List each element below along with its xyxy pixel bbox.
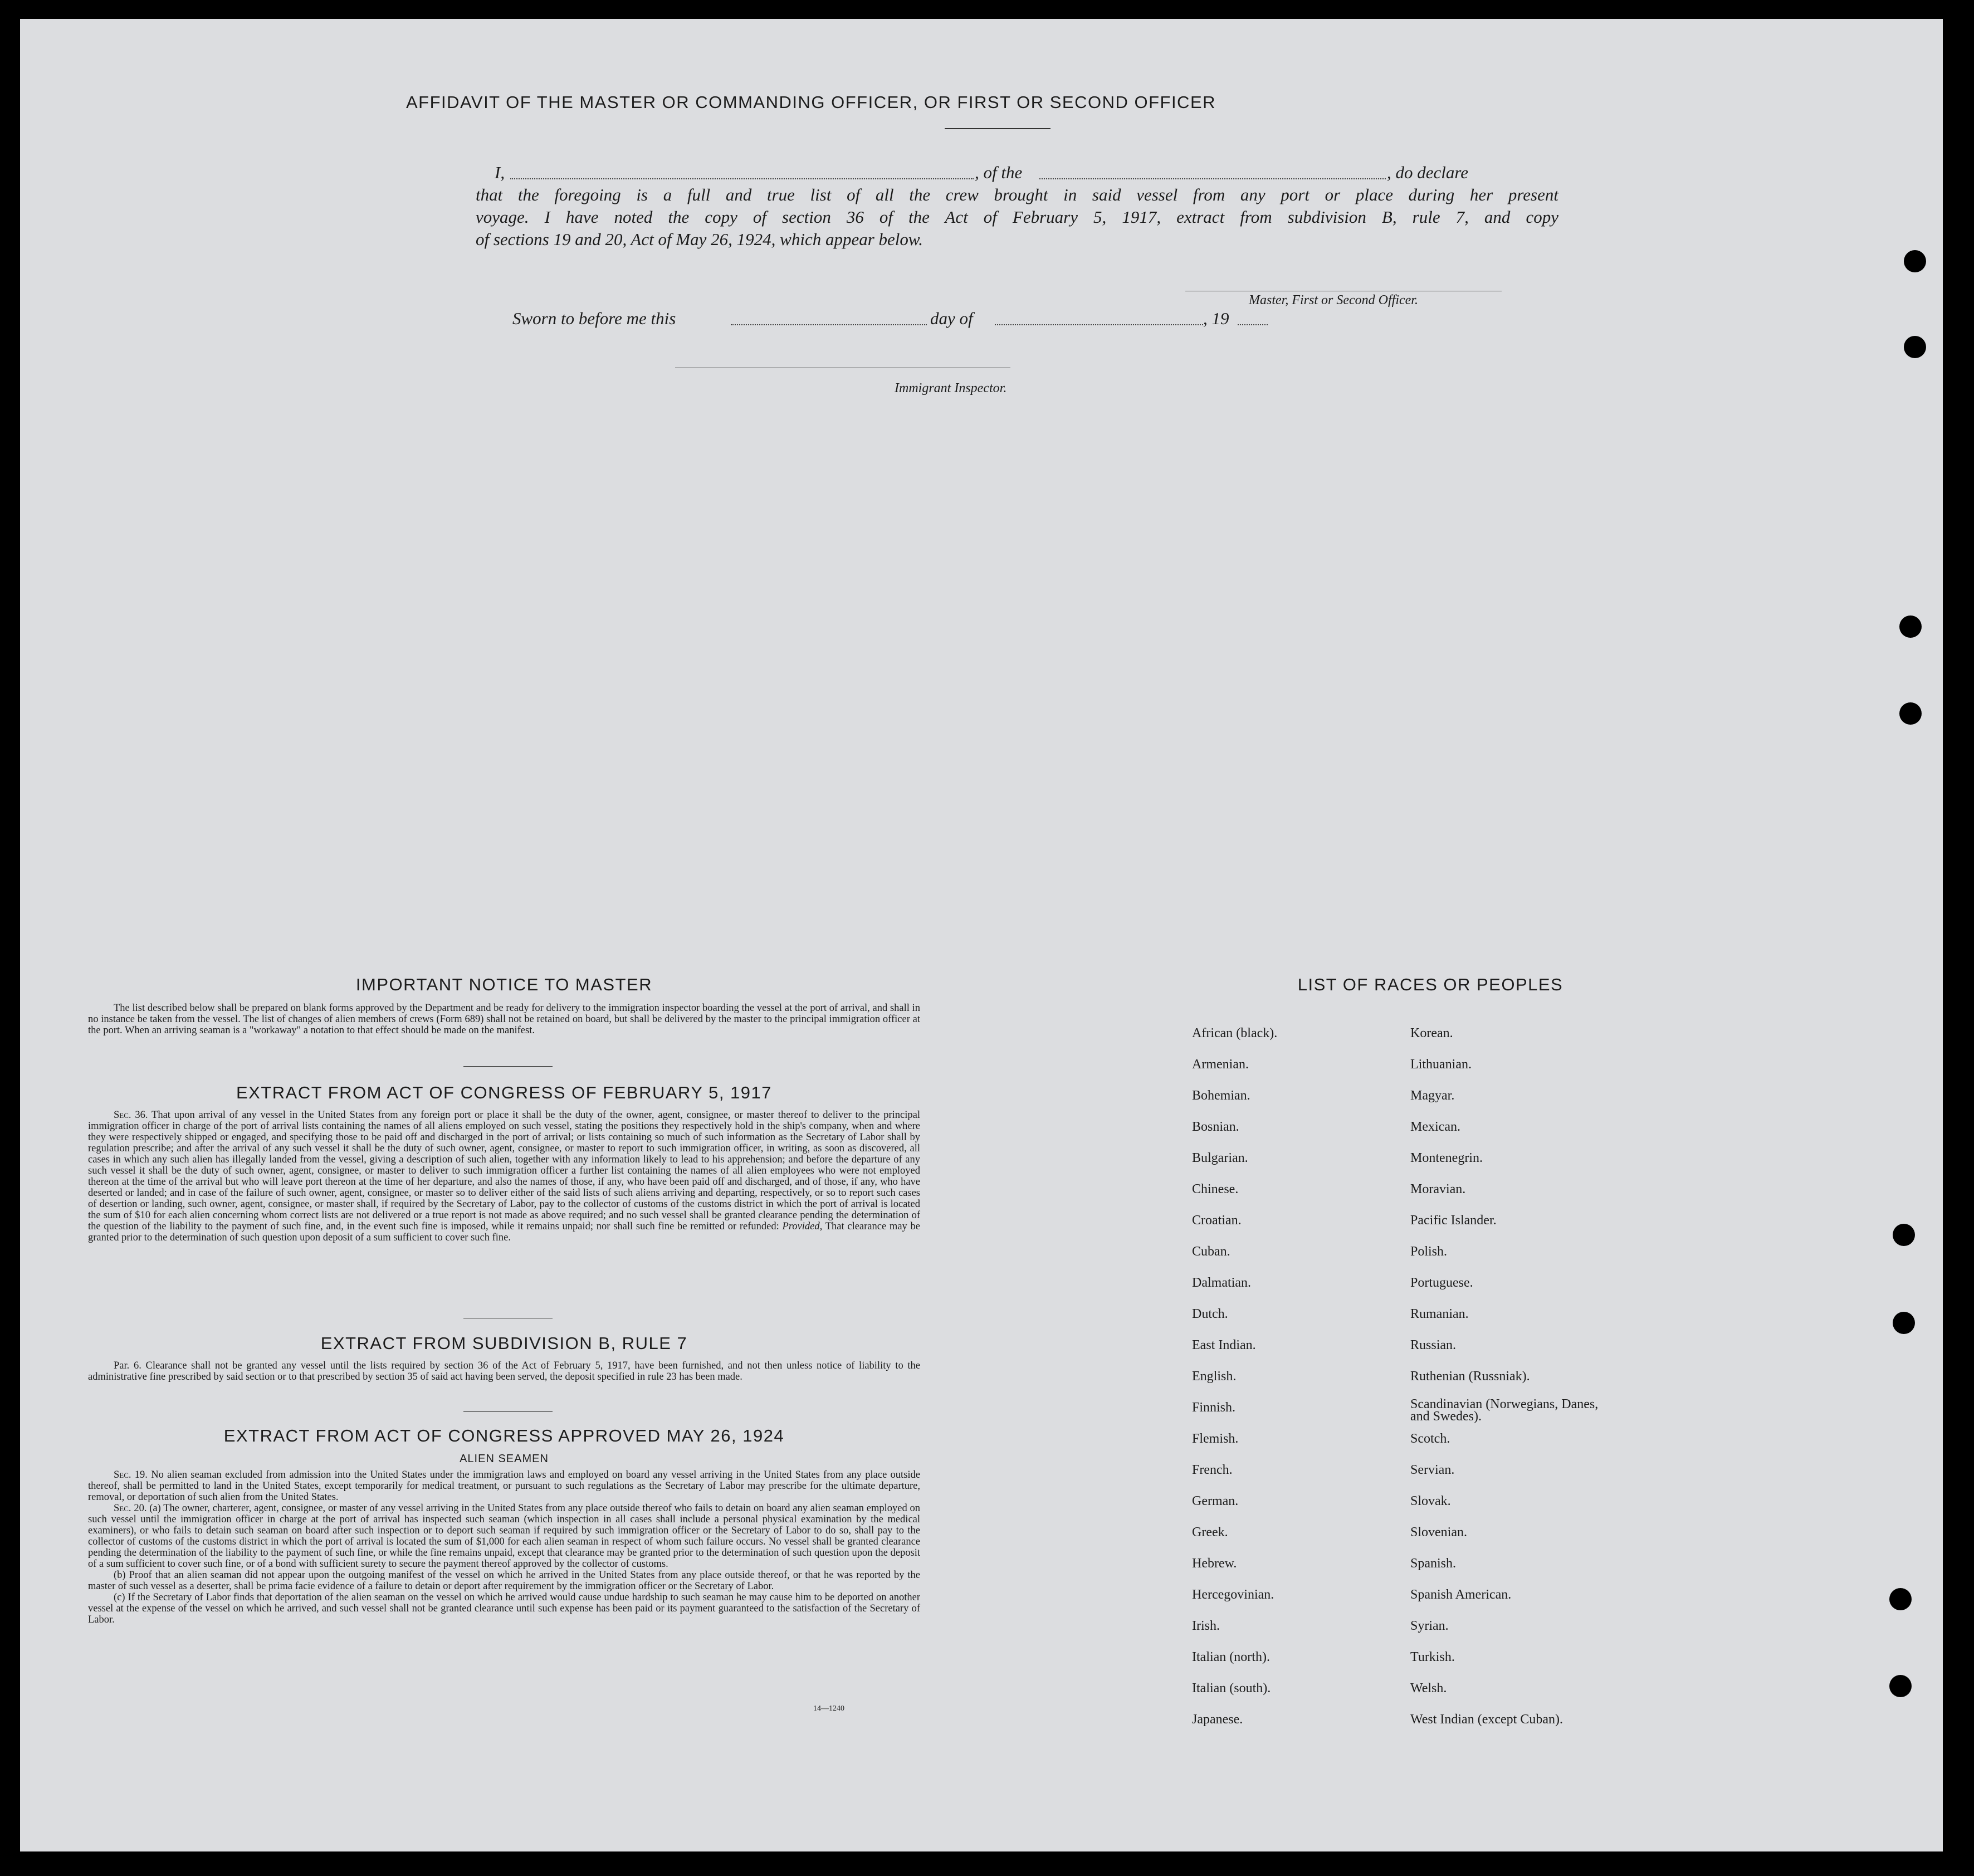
- race-item: Italian (north).: [1192, 1650, 1270, 1664]
- race-item: Italian (south).: [1192, 1681, 1271, 1696]
- act-1924-body: Sec. 19. No alien seaman excluded from admission into the United States under the immigration laws and employed on board any vessel arriving in the United States from any place outside thereof, shall be permitted to land in the United States, except temporarily for medical treatment, or pursuant to such regulations as the Secretary of Labor may prescribe for the ultimate departure, removal, or deportation of such alien from the United States. Sec. 20. (a) The owner, charterer, agent, consignee, or master of any vessel arriving in the United States from any place outside thereof who fails to detain on board any alien seaman employed on such vessel until the immigration officer in charge at the port of arrival has inspected such seaman (which inspection in all cases shall include a personal physical examination by the medical examiners), or who fails to detain such seaman on board after such inspection or to deport such seaman if required by such immigration officer or the Secretary of Labor to do so, shall pay to the collector of customs of the customs district in which the port of arrival is located the sum of $1,000 for each alien seaman in respect of whom such failure occurs. No vessel shall be granted clearance pending the determination of the liability to the payment of such fine, or while the fine remains unpaid, except that clearance may be granted prior to the determination of such question upon the deposit of a sum sufficient to cover such fine, or of a bond with sufficient surety to secure the payment thereof approved by the collector of customs. (b) Proof that an alien seaman did not appear upon the outgoing manifest of the vessel on which he arrived in the United States from any place outside thereof, or that he was reported by the master of such vessel as a deserter, shall be prima facie evidence of a failure to detain or deport after requirement by the immigration officer or the Secretary of Labor. (c) If the Secretary of Labor finds that deportation of the alien seaman on the vessel on which he arrived would cause undue hardship to such seaman he may cause him to be deported on another vessel at the expense of the vessel on which he arrived, and such vessel shall not be granted clearance until such expense has been paid or its payment guaranteed to the satisfaction of the Secretary of Labor.: [88, 1469, 920, 1625]
- race-item: Pacific Islander.: [1410, 1213, 1497, 1228]
- affidavit-line-4: of sections 19 and 20, Act of May 26, 1924, which appear below.: [476, 229, 924, 249]
- race-item: Hebrew.: [1192, 1556, 1237, 1571]
- race-item: Portuguese.: [1410, 1276, 1473, 1290]
- form-number: 14—1240: [813, 1704, 844, 1713]
- affidavit-line-2: that the foregoing is a full and true list of all the crew brought in said vessel from any port or place during her present: [476, 185, 1558, 204]
- notice-rule: [463, 1066, 553, 1067]
- race-item: Chinese.: [1192, 1182, 1239, 1196]
- race-item: Ruthenian (Russniak).: [1410, 1369, 1530, 1384]
- inspector-signature-label: Immigrant Inspector.: [895, 381, 1007, 395]
- race-item: Armenian.: [1192, 1057, 1249, 1072]
- punch-hole: [1899, 702, 1922, 725]
- notice-title: IMPORTANT NOTICE TO MASTER: [355, 975, 653, 994]
- race-item: Russian.: [1410, 1338, 1457, 1352]
- race-item: Magyar.: [1410, 1088, 1455, 1103]
- race-item: Bosnian.: [1192, 1120, 1239, 1134]
- race-item: Flemish.: [1192, 1432, 1239, 1446]
- sworn-day-field: [731, 324, 927, 325]
- master-signature-label: Master, First or Second Officer.: [1249, 293, 1418, 307]
- race-item: Cuban.: [1192, 1244, 1230, 1259]
- race-item: Bulgarian.: [1192, 1151, 1248, 1165]
- act-1917-title: EXTRACT FROM ACT OF CONGRESS OF FEBRUARY 5, 1917: [236, 1083, 773, 1102]
- alien-seamen-subtitle: ALIEN SEAMEN: [460, 1453, 549, 1465]
- punch-hole: [1889, 1675, 1912, 1697]
- rule-7-body: Par. 6. Clearance shall not be granted any vessel until the lists required by section 36 of the Act of February 5, 1917, have been furnished, and not then unless notice of liability to the administrative fine prescribed by said section or to that prescribed by section 35 of said act having been served, the deposit specified in rule 23 has been made.: [88, 1360, 920, 1382]
- race-item: Mexican.: [1410, 1120, 1460, 1134]
- race-item: Dutch.: [1192, 1307, 1228, 1321]
- race-item: Spanish American.: [1410, 1587, 1512, 1602]
- race-item: Greek.: [1192, 1525, 1228, 1540]
- punch-hole: [1904, 336, 1926, 358]
- race-item: Bohemian.: [1192, 1088, 1250, 1103]
- sworn-year-field: [1238, 324, 1268, 325]
- race-item: West Indian (except Cuban).: [1410, 1712, 1563, 1727]
- notice-body: The list described below shall be prepared on blank forms approved by the Department and be ready for delivery to the immigration inspector boarding the vessel at the port of arrival, and shall in no instance be taken from the vessel. The list of changes of alien members of crews (Form 689) shall not be retained on board, but shall be delivered by the master to the principal immigration officer at the port. When an arriving seaman is a "workaway" a notation to that effect should be made on the manifest.: [88, 1003, 920, 1036]
- punch-hole: [1904, 250, 1926, 272]
- race-item: Irish.: [1192, 1619, 1220, 1633]
- race-item: Croatian.: [1192, 1213, 1242, 1228]
- act-1924-title: EXTRACT FROM ACT OF CONGRESS APPROVED MAY 26, 1924: [223, 1426, 785, 1445]
- punch-hole: [1893, 1224, 1915, 1246]
- race-item: Slovenian.: [1410, 1525, 1467, 1540]
- race-item: Montenegrin.: [1410, 1151, 1483, 1165]
- race-item: Moravian.: [1410, 1182, 1466, 1196]
- race-item: African (black).: [1192, 1026, 1278, 1040]
- race-item: Korean.: [1410, 1026, 1453, 1040]
- vessel-field-line: [1039, 178, 1386, 179]
- race-item: French.: [1192, 1463, 1233, 1477]
- race-item: Servian.: [1410, 1463, 1455, 1477]
- race-item: Scandinavian (Norwegians, Danes, and Swedes).: [1410, 1397, 1599, 1424]
- race-item: Syrian.: [1410, 1619, 1449, 1633]
- race-item: Turkish.: [1410, 1650, 1455, 1664]
- name-field-line: [510, 178, 974, 179]
- race-item: Hercegovinian.: [1192, 1587, 1274, 1602]
- race-item: Slovak.: [1410, 1494, 1451, 1508]
- races-title: LIST OF RACES OR PEOPLES: [1297, 975, 1563, 994]
- affidavit-line-1: I, , of the , do declare: [495, 163, 1469, 182]
- act-1917-body: Sec. 36. That upon arrival of any vessel in the United States from any foreign port or place it shall be the duty of the owner, agent, consignee, or master thereof to deliver to the principal immigration officer in charge of the port of arrival lists containing the names of all aliens employed on such vessel, stating the positions they respectively hold in the ship's company, when and where they were respectively shipped or engaged, and specifying those to be paid off and discharged in the port of arrival; or lists containing so much of such information as the Secretary of Labor shall by regulation prescribe; and after the arrival of any such vessel it shall be the duty of such owner, agent, consignee, or master to report to such immigration officer, in writing, as soon as discovered, all cases in which any such alien has illegally landed from the vessel, giving a description of such alien, together with any information likely to lead to his apprehension; and before the departure of any such vessel it shall be the duty of such owner, agent, consignee, or master to deliver to such immigration officer a further list containing the names of all alien employees who were not employed thereon at the time of the arrival but who will leave port thereon at the time of her departure, and also the names of those, if any, who have been paid off and discharged, and of those, if any, who have deserted or landed; and in case of the failure of such owner, agent, consignee, or master so to deliver either of the said lists of such aliens arriving and departing, respectively, or so to report such cases of desertion or landing, such owner, agent, consignee, or master shall, if required by the Secretary of Labor, pay to the collector of customs of the customs district in which the port of arrival is located the sum of $10 for each alien concerning whom correct lists are not delivered or a true report is not made as above required; and no such vessel shall be granted clearance pending the determination of the question of the liability to the payment of such fine, and, in the event such fine is imposed, while it remains unpaid; nor shall such fine be remitted or refunded: Provided, That clearance may be granted prior to the determination of such question upon deposit of a sum sufficient to cover such fine.: [88, 1110, 921, 1243]
- race-item: German.: [1192, 1494, 1239, 1508]
- race-item: Finnish.: [1192, 1400, 1236, 1415]
- race-item: Scotch.: [1410, 1432, 1450, 1446]
- bleed-through-marks: [1736, 80, 1880, 247]
- race-item: Lithuanian.: [1410, 1057, 1472, 1072]
- sworn-month-field: [995, 324, 1203, 325]
- punch-hole: [1899, 615, 1922, 638]
- race-item: Rumanian.: [1410, 1307, 1469, 1321]
- document-page: [20, 19, 1943, 1851]
- race-item: East Indian.: [1192, 1338, 1256, 1352]
- race-item: Welsh.: [1410, 1681, 1447, 1696]
- punch-hole: [1893, 1312, 1915, 1334]
- race-item: English.: [1192, 1369, 1237, 1384]
- affidavit-title-rule: [945, 128, 1050, 129]
- race-item: Japanese.: [1192, 1712, 1243, 1727]
- rule-7-rule: [463, 1411, 553, 1412]
- affidavit-title: AFFIDAVIT OF THE MASTER OR COMMANDING OFFICER, OR FIRST OR SECOND OFFICER: [405, 92, 1216, 112]
- punch-hole: [1889, 1588, 1912, 1610]
- race-item: Spanish.: [1410, 1556, 1457, 1571]
- sworn-line: Sworn to before me this day of , 19: [512, 309, 1292, 331]
- race-item: Polish.: [1410, 1244, 1448, 1259]
- affidavit-line-3: voyage. I have noted the copy of section 36 of the Act of February 5, 1917, extract from subdivision B, rule 7, and copy: [476, 207, 1558, 227]
- race-item: Dalmatian.: [1192, 1276, 1251, 1290]
- rule-7-title: EXTRACT FROM SUBDIVISION B, RULE 7: [320, 1333, 688, 1353]
